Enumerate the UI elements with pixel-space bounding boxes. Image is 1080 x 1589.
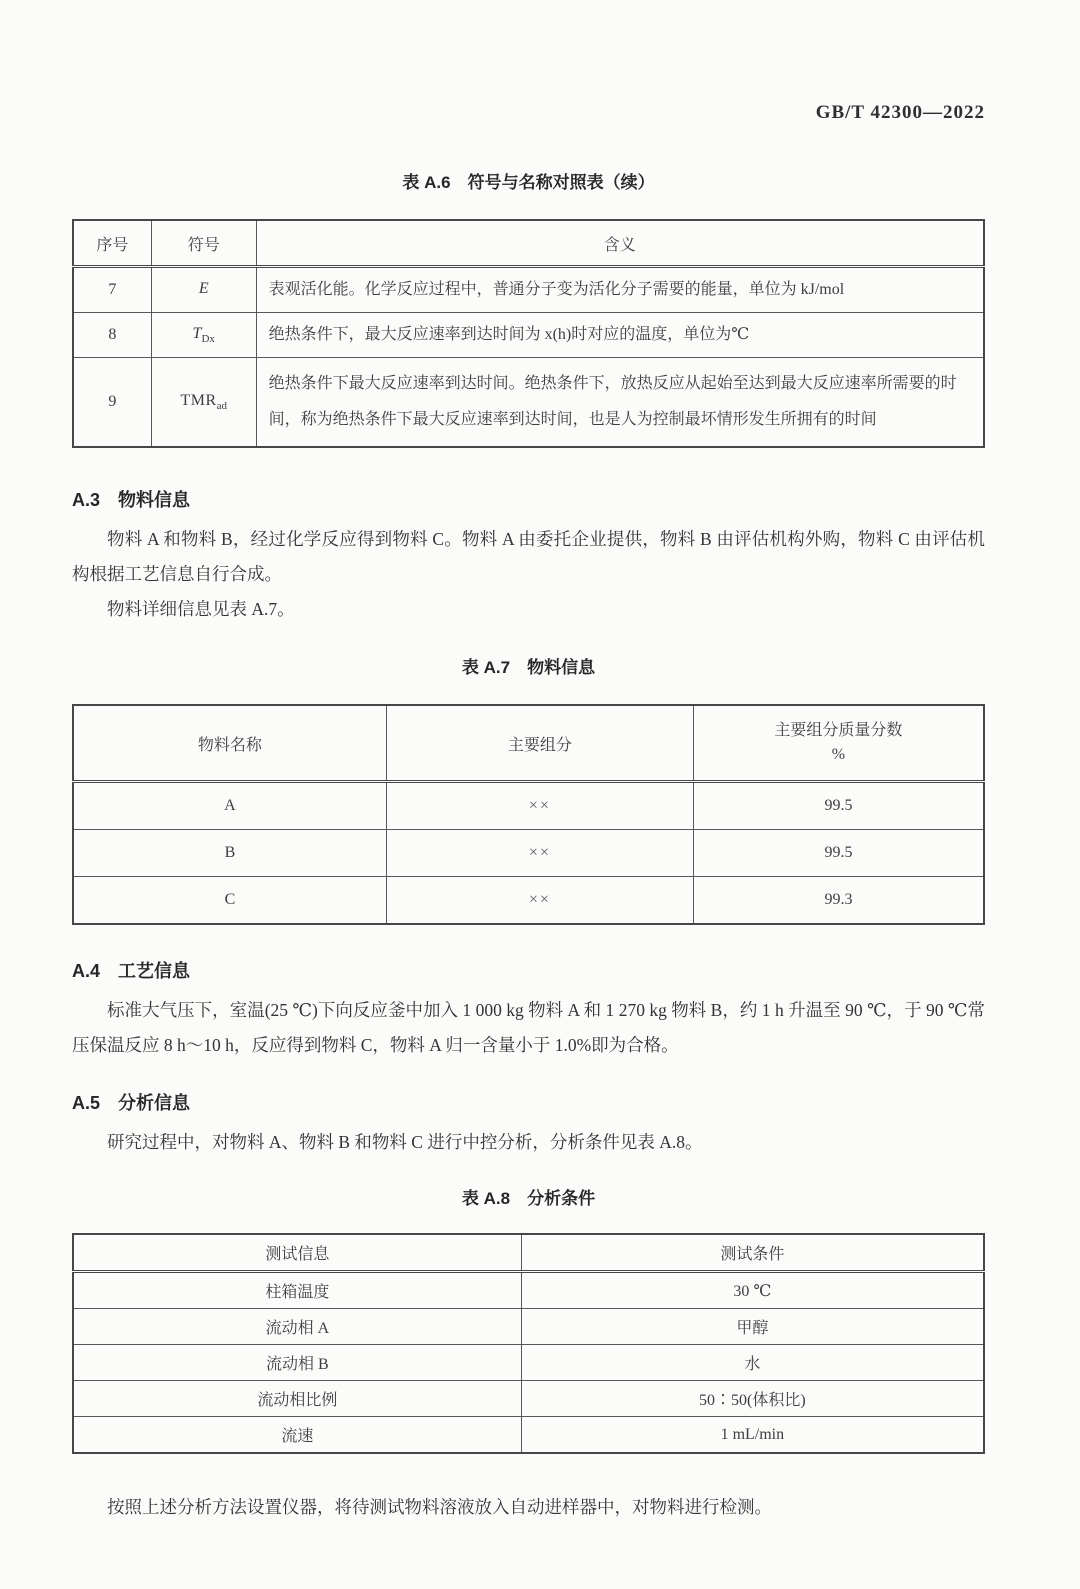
a7-header-mass-fraction bbox=[693, 705, 984, 782]
a7-rowB-component: ×× bbox=[386, 830, 693, 877]
table-a8-header-row bbox=[73, 1234, 984, 1272]
section-a4-heading: A.4 工艺信息 bbox=[72, 961, 191, 981]
table-row bbox=[73, 358, 984, 448]
a7-rowA-component: ×× bbox=[386, 782, 693, 830]
section-a3-heading: A.3 物料信息 bbox=[72, 490, 191, 510]
a6-row7-symbol bbox=[151, 267, 256, 313]
section-a4-paragraph: 标准大气压下，室温(25 ℃)下向反应釜中加入 1 000 kg 物料 A 和 1 270 kg 物料 B，约 1 h 升温至 90 ℃，于 90 ℃常压保温反应 8 h～10 h，反应得到物料 C，物料 A 归一含量小于 1.0%即为合格。 bbox=[72, 1000, 985, 1055]
a8-row3-label: 流动相 B bbox=[73, 1345, 521, 1381]
table-row bbox=[73, 1417, 984, 1454]
a8-row5-value: 1 mL/min bbox=[521, 1417, 984, 1454]
a7-rowA-name: A bbox=[73, 782, 386, 830]
a6-row7-no: 7 bbox=[73, 267, 151, 313]
a6-header-symbol: 符号 bbox=[151, 220, 256, 267]
table-row bbox=[73, 782, 984, 830]
a8-row1-label: 柱箱温度 bbox=[73, 1272, 521, 1309]
section-a5-heading: A.5 分析信息 bbox=[72, 1093, 191, 1113]
a7-rowC-name: C bbox=[73, 877, 386, 925]
table-a8-title: 表 A.8 分析条件 bbox=[461, 1189, 596, 1208]
a6-row9-meaning: 绝热条件下最大反应速率到达时间。绝热条件下，放热反应从起始至达到最大反应速率所需要的时间，称为绝热条件下最大反应速率到达时间，也是人为控制最坏情形发生所拥有的时间 bbox=[256, 358, 984, 448]
table-a6 bbox=[72, 219, 985, 448]
a8-row4-label: 流动相比例 bbox=[73, 1381, 521, 1417]
a7-header-mass-fraction-label: 主要组分质量分数 bbox=[774, 722, 903, 739]
table-row bbox=[73, 1381, 984, 1417]
table-row bbox=[73, 830, 984, 877]
a8-row4-value: 50∶50(体积比) bbox=[521, 1381, 984, 1417]
a7-rowC-component: ×× bbox=[386, 877, 693, 925]
section-a3-paragraph-2: 物料详细信息见表 A.7。 bbox=[107, 599, 295, 619]
a7-header-material-name: 物料名称 bbox=[73, 705, 386, 782]
closing-paragraph: 按照上述分析方法设置仪器，将待测试物料溶液放入自动进样器中，对物料进行检测。 bbox=[107, 1497, 772, 1517]
symbol-subscript: ad bbox=[216, 400, 227, 413]
symbol-main: TMR bbox=[180, 391, 217, 409]
a6-row7-meaning: 表观活化能。化学反应过程中，普通分子变为活化分子需要的能量，单位为 kJ/mol bbox=[256, 267, 984, 313]
symbol-main: T bbox=[192, 324, 202, 342]
a7-rowC-fraction: 99.3 bbox=[693, 877, 984, 925]
a6-row9-symbol bbox=[151, 358, 256, 448]
a8-row2-value: 甲醇 bbox=[521, 1309, 984, 1345]
table-row bbox=[73, 877, 984, 925]
table-row bbox=[73, 1272, 984, 1309]
a8-row3-value: 水 bbox=[521, 1345, 984, 1381]
table-row bbox=[73, 1309, 984, 1345]
a7-rowB-name: B bbox=[73, 830, 386, 877]
table-a6-title: 表 A.6 符号与名称对照表（续） bbox=[402, 173, 655, 192]
table-a8 bbox=[72, 1233, 985, 1454]
table-row bbox=[73, 313, 984, 358]
a7-header-main-component: 主要组分 bbox=[386, 705, 693, 782]
doc-number: GB/T 42300—2022 bbox=[815, 102, 985, 123]
a6-header-meaning: 含义 bbox=[256, 220, 984, 267]
table-a6-header-row bbox=[73, 220, 984, 267]
table-row bbox=[73, 1345, 984, 1381]
a6-row8-symbol bbox=[151, 313, 256, 358]
a8-header-test-condition: 测试条件 bbox=[521, 1234, 984, 1272]
a6-row9-no: 9 bbox=[73, 358, 151, 448]
table-a7 bbox=[72, 704, 985, 925]
section-a3-paragraph-1: 物料 A 和物料 B，经过化学反应得到物料 C。物料 A 由委托企业提供，物料 B 由评估机构外购，物料 C 由评估机构根据工艺信息自行合成。 bbox=[72, 529, 985, 584]
a7-header-mass-fraction-unit: % bbox=[831, 746, 846, 763]
a6-header-no: 序号 bbox=[73, 220, 151, 267]
a7-rowB-fraction: 99.5 bbox=[693, 830, 984, 877]
table-row bbox=[73, 267, 984, 313]
a6-row8-meaning: 绝热条件下，最大反应速率到达时间为 x(h)时对应的温度，单位为℃ bbox=[256, 313, 984, 358]
symbol-main: E bbox=[198, 279, 209, 297]
a8-row5-label: 流速 bbox=[73, 1417, 521, 1454]
table-a7-title: 表 A.7 物料信息 bbox=[461, 658, 596, 677]
a8-header-test-info: 测试信息 bbox=[73, 1234, 521, 1272]
a8-row1-value: 30 ℃ bbox=[521, 1272, 984, 1309]
a6-row8-no: 8 bbox=[73, 313, 151, 358]
symbol-subscript: Dx bbox=[201, 333, 215, 346]
a7-rowA-fraction: 99.5 bbox=[693, 782, 984, 830]
section-a5-paragraph: 研究过程中，对物料 A、物料 B 和物料 C 进行中控分析，分析条件见表 A.8。 bbox=[107, 1132, 703, 1152]
table-a7-header-row bbox=[73, 705, 984, 782]
a8-row2-label: 流动相 A bbox=[73, 1309, 521, 1345]
